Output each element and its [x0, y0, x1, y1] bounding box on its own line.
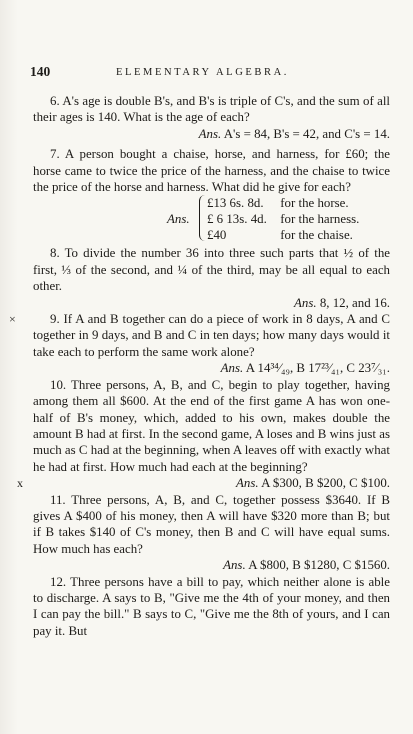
problem-9-text: 9. If A and B together can do a piece of work in 8 days, A and C together in 9 days, and B and C in ten days; how many days would it take each to perform the same work alone? [33, 312, 390, 359]
problem-11-answer [33, 557, 390, 573]
problem-8-text: 8. To divide the number 36 into three such parts that ½ of the first, ⅓ of the second, and ¼ of the third, may be all equal to each other. [33, 246, 390, 294]
answer-label: Ans. [223, 558, 246, 573]
answer-line [207, 227, 353, 243]
answer-label: Ans. [198, 126, 222, 141]
answer-amount: £40 [207, 228, 227, 243]
answer-amount: £13 6s. 8d. [207, 196, 264, 211]
answer-amount: £ 6 13s. 4d. [207, 212, 267, 227]
problem-7-answer [33, 195, 390, 245]
answer-label: Ans. [220, 361, 244, 376]
page-number: 140 [30, 64, 51, 79]
answer-value: A 14³⁴⁄₄₉, B 17²³⁄₄₁, C 23⁷⁄₃₁. [245, 361, 390, 376]
problem-11-text: 11. Three persons, A, B, and C, together possess $3640. If B gives A $400 of his money, then A will have $320 more than B; but if B takes $140 of C's money, then B and C will have equal sums. How much has each? [33, 492, 390, 556]
problem-8-answer [33, 295, 390, 311]
answer-label: Ans. [167, 212, 190, 227]
answer-value: A $800, B $1280, C $1560. [248, 558, 390, 573]
answer-item: for the harness. [280, 212, 360, 227]
answer-item: for the chaise. [280, 228, 353, 243]
answer-line [207, 211, 359, 227]
answer-label: Ans. [236, 476, 259, 491]
running-title: ELEMENTARY ALGEBRA. [116, 67, 290, 78]
answer-line [207, 195, 349, 211]
problem-6-answer [33, 126, 390, 142]
pencil-mark-icon: x [17, 476, 23, 491]
problem-9 [9, 311, 390, 360]
problem-10-text: 10. Three persons, A, B, and C, begin to play together, having among them all $600. At the end of the first game A has won one-half of B's money, which, added to his own, makes double the amount B had at first. In the second game, A loses and B wins just as much as C had at the beginning, when A leaves off with exactly what he had at first. How much had each at the beginning? [33, 377, 390, 474]
problem-12-text: 12. Three persons have a bill to pay, which neither alone is able to discharge. A says to B, "Give me the 4th of your money, and then I can pay the bill." B says to C, "Give me the 8th of yours, and I can pay it. But [33, 574, 390, 638]
problem-7-text: 7. A person bought a chaise, horse, and harness, for £60; the horse came to twice the price of the harness, and the chaise to twice the price of the horse and harness. What did he give for each? [33, 147, 390, 195]
problem-6-text: 6. A's age is double B's, and B's is triple of C's, and the sum of all their ages is 140. What is the age of each? [33, 94, 390, 125]
answer-value: A $300, B $200, C $100. [261, 476, 390, 491]
problem-10-answer-row [17, 475, 390, 491]
page-body [9, 93, 390, 639]
brace-icon [199, 195, 206, 241]
problem-9-answer [33, 360, 390, 376]
answer-label: Ans. [294, 295, 317, 310]
answer-value: 8, 12, and 16. [319, 295, 390, 310]
problem-10-answer [33, 475, 390, 491]
answer-item: for the horse. [280, 196, 349, 211]
answer-value: A's = 84, B's = 42, and C's = 14. [223, 126, 390, 141]
pencil-mark-icon: × [9, 312, 16, 327]
